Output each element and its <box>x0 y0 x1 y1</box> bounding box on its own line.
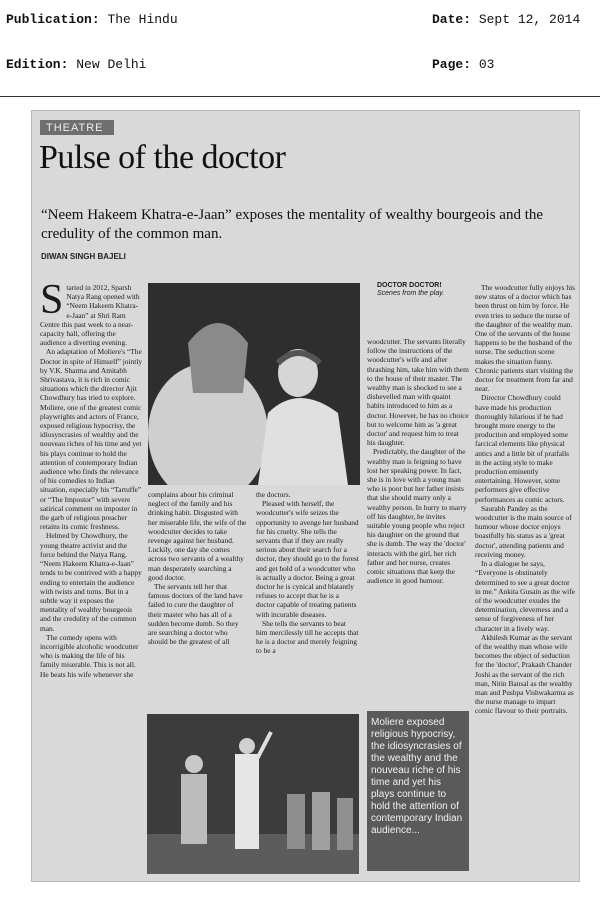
article-column-2 <box>148 490 248 708</box>
paragraph: woodcutter. The servants literally follow the instructions of the woodcutter's wife and after thrashing him, take him with them to the house of their master. The wealthy man is shocked to see a dishevelled man with quaint habits introduced to him as a doctor. However, he has no choice but to welcome him as 'a great doctor' and request him to treat his daughter. <box>367 337 469 448</box>
paragraph: The comedy opens with incorrigible alcoholic woodcutter who is making the life of his family miserable. This is not all. He beats his wife whenever she <box>40 632 139 679</box>
page-field <box>432 57 494 72</box>
photo-1-illustration <box>148 283 360 485</box>
edition-value: New Delhi <box>76 57 147 72</box>
publication-value: The Hindu <box>107 12 178 27</box>
play-scene-photo-2 <box>147 714 359 874</box>
paragraph: Director Chowdhury could have made his production thoroughly hilarious if he had brought more energy to the production and employed some farcical elements like physical antics and a little bit of pratfalls in the acting style to make production eminently entertaining. However, some performers give effective performances as comic actors. <box>475 393 569 504</box>
paragraph: In a dialogue he says, “Everyone is obstinately determined to see a great doctor in me.” Ankita Gusain as the wife of the woodcutter exudes the determination, cleverness and a sense of forgiveness of her character in a lively way. <box>475 559 575 633</box>
date-value: Sept 12, 2014 <box>478 12 581 27</box>
edition-field <box>6 57 146 72</box>
date-field <box>432 12 580 27</box>
pull-quote: Moliere exposed religious hypocrisy, the idiosyncrasies of the wealthy and the nouveau riche of his time and yet his plays continue to hold the attention of contemporary Indian audience... <box>367 711 469 871</box>
article-column-5 <box>475 283 575 877</box>
caption-text: Scenes from the play. <box>377 290 445 297</box>
intro-text: tarted in 2012, Sparsh Natya Rang opened with “Neem Hakeem Khatra-e-Jaan” at Shri Ram Centre this past week to a near-capacity hall, offering the audience a diverting evening. <box>40 283 140 348</box>
paragraph-intro <box>40 283 142 347</box>
publication-field <box>6 12 178 27</box>
paragraph: The servants tell her that famous doctors of the land have failed to cure the daughter of their master who has all of a sudden become dumb. So they are searching a doctor who should be the greatest of all <box>148 582 243 647</box>
article-clipping <box>31 110 580 882</box>
article-column-1 <box>40 283 142 877</box>
paragraph: The woodcutter fully enjoys his new status of a doctor which has been thrust on him by force. He even tries to seduce the nurse of the daughter of the wealthy man. One of the servants of the house happens to be the husband of the nurse. The seduction scene makes the situation funny. Chronic patients start visiting the doctor for treatment from far and near. <box>475 283 575 394</box>
paragraph: the doctors. <box>256 490 291 499</box>
paragraph: Pleased with herself, the woodcutter's wife seizes the opportunity to avenge her husband for his cruelty. She tells the servants that if they are really serious about their search for a doctor, they should go to the forest and get hold of a woodcutter who is actually a doctor. Being a great doctor he is cynical and blatantly refuses to accept that he is a doctor capable of treating patients with incurable diseases. <box>256 499 359 619</box>
page-value: 03 <box>478 57 495 72</box>
photo-caption <box>377 282 444 298</box>
article-column-3 <box>256 490 359 708</box>
paragraph: Predictably, the daughter of the wealthy man is feigning to have lost her speaking power. In fact, she is in love with a young man who is poor but her father insists that she should marry only a wealthy person. In hurry to marry off his daughter, he invites suitable young people who reject his daughter on the ground that she is dumb. The way the 'doctor' interacts with the girl, her rich father and her nurse, creates comic situations that keep the audience in good humour. <box>367 447 467 586</box>
paragraph: complains about his criminal neglect of the family and his drinking habit. Disgusted with her miserable life, the wife of the woodcutter decides to take revenge against her husband. Luckily, one day she comes across two servants of a wealthy man desperately searching a good doctor. <box>148 490 247 582</box>
publication-label: Publication: <box>6 12 100 27</box>
headline: Pulse of the doctor <box>39 139 286 176</box>
date-label: Date: <box>432 12 472 27</box>
page-label: Page: <box>432 57 472 72</box>
article-column-4 <box>367 337 469 707</box>
edition-label: Edition: <box>6 57 69 72</box>
paragraph: Akhilesh Kumar as the servant of the wealthy man whose wife becomes the object of seduction for the 'doctor', Prakash Chander Joshi as the servant of the rich man, Nitin Bansal as the wealthy man and Pushpa Vishwakarma as the nurse manage to impart comic flavour to their portraits. <box>475 632 574 716</box>
paragraph: An adaptation of Moliere's “The Doctor in spite of Himself” jointly by V.K. Sharma and Amitabh Shrivastava, it is rich in comic situations which the director Ajit Chowdhury has tried to explore. Moliere, one of the greatest comic playwrights and actors of France, exposed religious hypocrisy, the idiosyncrasies of wealthy and the nouveau riches of his time and yet his plays continue to hold the attention of contemporary Indian audience who finds the relevance of his comedies to Indian situation, especially his “Tartuffe” or “The Impostor” with severe satirical comment on imposter in the garb of religious preacher retains its comic freshness. <box>40 347 142 532</box>
paragraph: Saurabh Pandey as the woodcutter is the main source of humour whose doctor enjoys boastfully his status as a 'great doctor', attending patients and receiving money. <box>475 503 572 559</box>
paragraph: She tells the servants to beat him mercilessly till he accepts that he is a doctor and merely feigning to be a <box>256 618 359 656</box>
header-divider <box>0 96 600 97</box>
byline: DIWAN SINGH BAJELI <box>41 252 126 261</box>
deck: “Neem Hakeem Khatra-e-Jaan” exposes the mentality of wealthy bourgeois and the credulity of the common man. <box>41 207 544 242</box>
drop-cap: S <box>40 283 64 323</box>
photo-2-illustration <box>147 714 359 874</box>
caption-title: DOCTOR DOCTOR! <box>377 282 442 289</box>
section-tag: THEATRE <box>40 120 114 135</box>
paragraph: Helmed by Chowdhury, the young theatre activist and the force behind the Natya Rang, “Neem Hakeem Khatra-e-Jaan” tends to be contrived with a happy ending to entertain the audience with twists and turns. But in a subtle way it exposes the mentality of wealthy bourgeois and the credulity of the common man. <box>40 531 142 633</box>
play-scene-photo-1 <box>148 283 360 485</box>
